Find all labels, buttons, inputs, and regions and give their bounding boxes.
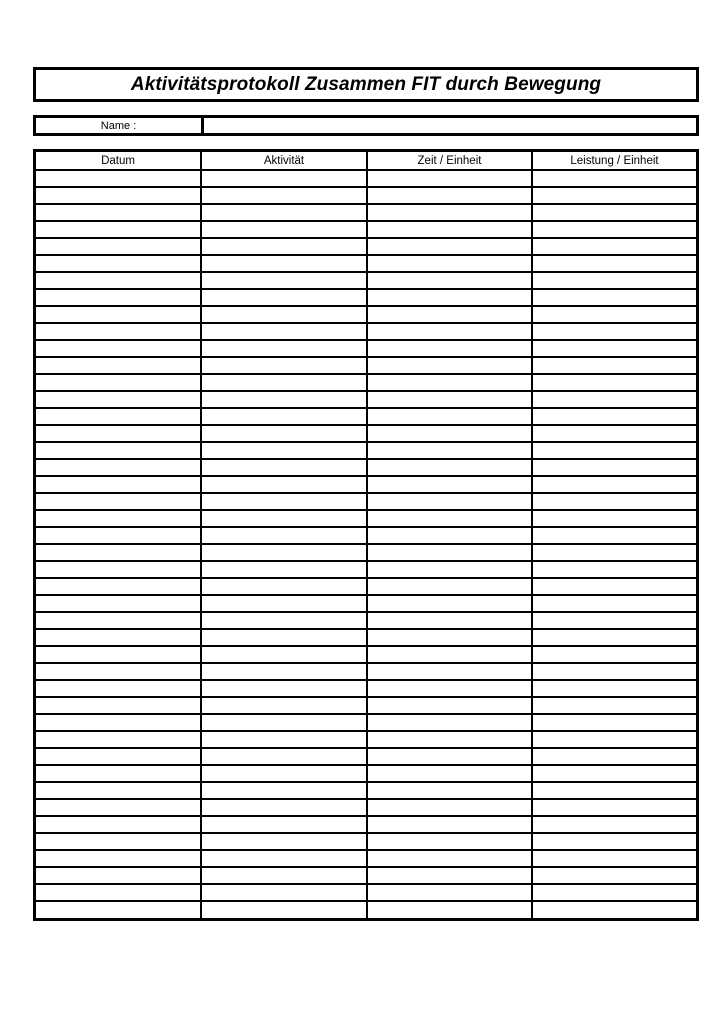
datum-cell[interactable] — [36, 663, 201, 680]
table-row — [36, 374, 696, 391]
zeit-cell[interactable] — [367, 527, 532, 544]
leistung-cell[interactable] — [532, 765, 696, 782]
table-row — [36, 731, 696, 748]
aktivitaet-cell[interactable] — [201, 578, 367, 595]
zeit-cell[interactable] — [367, 272, 532, 289]
datum-cell[interactable] — [36, 340, 201, 357]
datum-cell[interactable] — [36, 221, 201, 238]
table-row — [36, 527, 696, 544]
aktivitaet-cell[interactable] — [201, 425, 367, 442]
table-row — [36, 238, 696, 255]
aktivitaet-cell[interactable] — [201, 221, 367, 238]
datum-cell[interactable] — [36, 782, 201, 799]
zeit-cell[interactable] — [367, 187, 532, 204]
table-row — [36, 170, 696, 187]
datum-cell[interactable] — [36, 510, 201, 527]
datum-cell[interactable] — [36, 901, 201, 918]
leistung-cell[interactable] — [532, 578, 696, 595]
table-row — [36, 459, 696, 476]
leistung-cell[interactable] — [532, 255, 696, 272]
zeit-cell[interactable] — [367, 340, 532, 357]
leistung-cell[interactable] — [532, 204, 696, 221]
leistung-cell[interactable] — [532, 187, 696, 204]
datum-cell[interactable] — [36, 697, 201, 714]
leistung-cell[interactable] — [532, 867, 696, 884]
leistung-cell[interactable] — [532, 476, 696, 493]
aktivitaet-cell[interactable] — [201, 527, 367, 544]
table-row — [36, 850, 696, 867]
zeit-cell[interactable] — [367, 561, 532, 578]
datum-cell[interactable] — [36, 884, 201, 901]
leistung-cell[interactable] — [532, 714, 696, 731]
aktivitaet-cell[interactable] — [201, 782, 367, 799]
aktivitaet-cell[interactable] — [201, 901, 367, 918]
leistung-cell[interactable] — [532, 646, 696, 663]
aktivitaet-cell[interactable] — [201, 476, 367, 493]
datum-cell[interactable] — [36, 357, 201, 374]
datum-cell[interactable] — [36, 578, 201, 595]
aktivitaet-cell[interactable] — [201, 357, 367, 374]
zeit-cell[interactable] — [367, 238, 532, 255]
table-row — [36, 646, 696, 663]
datum-cell[interactable] — [36, 646, 201, 663]
aktivitaet-cell[interactable] — [201, 714, 367, 731]
zeit-cell[interactable] — [367, 867, 532, 884]
aktivitaet-cell[interactable] — [201, 595, 367, 612]
datum-cell[interactable] — [36, 204, 201, 221]
datum-cell[interactable] — [36, 391, 201, 408]
datum-cell[interactable] — [36, 476, 201, 493]
table-row — [36, 578, 696, 595]
zeit-cell[interactable] — [367, 833, 532, 850]
activity-log-table — [36, 152, 696, 918]
document-title: Aktivitätsprotokoll Zusammen FIT durch Bewegung — [130, 73, 602, 95]
leistung-cell[interactable] — [532, 544, 696, 561]
table-row — [36, 255, 696, 272]
zeit-cell[interactable] — [367, 391, 532, 408]
zeit-cell[interactable] — [367, 816, 532, 833]
zeit-cell[interactable] — [367, 510, 532, 527]
aktivitaet-cell[interactable] — [201, 187, 367, 204]
column-header-zeit: Zeit / Einheit — [367, 152, 532, 170]
aktivitaet-cell[interactable] — [201, 459, 367, 476]
zeit-cell[interactable] — [367, 884, 532, 901]
zeit-cell[interactable] — [367, 646, 532, 663]
table-row — [36, 561, 696, 578]
column-header-leistung: Leistung / Einheit — [532, 152, 696, 170]
zeit-cell[interactable] — [367, 612, 532, 629]
datum-cell[interactable] — [36, 748, 201, 765]
aktivitaet-cell[interactable] — [201, 697, 367, 714]
aktivitaet-cell[interactable] — [201, 612, 367, 629]
zeit-cell[interactable] — [367, 578, 532, 595]
aktivitaet-cell[interactable] — [201, 731, 367, 748]
datum-cell[interactable] — [36, 833, 201, 850]
table-row — [36, 187, 696, 204]
zeit-cell[interactable] — [367, 170, 532, 187]
zeit-cell[interactable] — [367, 799, 532, 816]
datum-cell[interactable] — [36, 374, 201, 391]
datum-cell[interactable] — [36, 731, 201, 748]
activity-log-table-box — [33, 149, 699, 921]
zeit-cell[interactable] — [367, 765, 532, 782]
datum-cell[interactable] — [36, 561, 201, 578]
table-row — [36, 833, 696, 850]
aktivitaet-cell[interactable] — [201, 799, 367, 816]
aktivitaet-cell[interactable] — [201, 323, 367, 340]
aktivitaet-cell[interactable] — [201, 867, 367, 884]
leistung-cell[interactable] — [532, 238, 696, 255]
zeit-cell[interactable] — [367, 901, 532, 918]
table-row — [36, 204, 696, 221]
table-row — [36, 782, 696, 799]
datum-cell[interactable] — [36, 289, 201, 306]
datum-cell[interactable] — [36, 425, 201, 442]
zeit-cell[interactable] — [367, 204, 532, 221]
leistung-cell[interactable] — [532, 510, 696, 527]
table-row — [36, 442, 696, 459]
zeit-cell[interactable] — [367, 748, 532, 765]
aktivitaet-cell[interactable] — [201, 170, 367, 187]
table-row — [36, 680, 696, 697]
datum-cell[interactable] — [36, 187, 201, 204]
aktivitaet-cell[interactable] — [201, 289, 367, 306]
aktivitaet-cell[interactable] — [201, 204, 367, 221]
aktivitaet-cell[interactable] — [201, 816, 367, 833]
aktivitaet-cell[interactable] — [201, 748, 367, 765]
leistung-cell[interactable] — [532, 782, 696, 799]
datum-cell[interactable] — [36, 323, 201, 340]
datum-cell[interactable] — [36, 272, 201, 289]
leistung-cell[interactable] — [532, 408, 696, 425]
datum-cell[interactable] — [36, 595, 201, 612]
datum-cell[interactable] — [36, 170, 201, 187]
aktivitaet-cell[interactable] — [201, 255, 367, 272]
table-row — [36, 510, 696, 527]
table-row — [36, 867, 696, 884]
zeit-cell[interactable] — [367, 289, 532, 306]
leistung-cell[interactable] — [532, 680, 696, 697]
leistung-cell[interactable] — [532, 493, 696, 510]
leistung-cell[interactable] — [532, 272, 696, 289]
leistung-cell[interactable] — [532, 425, 696, 442]
zeit-cell[interactable] — [367, 493, 532, 510]
zeit-cell[interactable] — [367, 731, 532, 748]
leistung-cell[interactable] — [532, 663, 696, 680]
leistung-cell[interactable] — [532, 561, 696, 578]
zeit-cell[interactable] — [367, 221, 532, 238]
leistung-cell[interactable] — [532, 748, 696, 765]
leistung-cell[interactable] — [532, 306, 696, 323]
datum-cell[interactable] — [36, 612, 201, 629]
aktivitaet-cell[interactable] — [201, 765, 367, 782]
aktivitaet-cell[interactable] — [201, 544, 367, 561]
zeit-cell[interactable] — [367, 714, 532, 731]
zeit-cell[interactable] — [367, 357, 532, 374]
table-row — [36, 765, 696, 782]
aktivitaet-cell[interactable] — [201, 238, 367, 255]
aktivitaet-cell[interactable] — [201, 374, 367, 391]
zeit-cell[interactable] — [367, 442, 532, 459]
table-row — [36, 748, 696, 765]
datum-cell[interactable] — [36, 255, 201, 272]
table-row — [36, 289, 696, 306]
leistung-cell[interactable] — [532, 629, 696, 646]
zeit-cell[interactable] — [367, 544, 532, 561]
leistung-cell[interactable] — [532, 850, 696, 867]
datum-cell[interactable] — [36, 867, 201, 884]
aktivitaet-cell[interactable] — [201, 340, 367, 357]
aktivitaet-cell[interactable] — [201, 561, 367, 578]
leistung-cell[interactable] — [532, 901, 696, 918]
table-row — [36, 663, 696, 680]
table-row — [36, 425, 696, 442]
aktivitaet-cell[interactable] — [201, 884, 367, 901]
aktivitaet-cell[interactable] — [201, 272, 367, 289]
table-row — [36, 901, 696, 918]
datum-cell[interactable] — [36, 816, 201, 833]
datum-cell[interactable] — [36, 629, 201, 646]
datum-cell[interactable] — [36, 714, 201, 731]
table-row — [36, 612, 696, 629]
table-header-row — [36, 152, 696, 170]
leistung-cell[interactable] — [532, 816, 696, 833]
leistung-cell[interactable] — [532, 799, 696, 816]
zeit-cell[interactable] — [367, 850, 532, 867]
aktivitaet-cell[interactable] — [201, 680, 367, 697]
aktivitaet-cell[interactable] — [201, 850, 367, 867]
name-row — [33, 115, 699, 136]
leistung-cell[interactable] — [532, 221, 696, 238]
zeit-cell[interactable] — [367, 425, 532, 442]
datum-cell[interactable] — [36, 544, 201, 561]
aktivitaet-cell[interactable] — [201, 629, 367, 646]
zeit-cell[interactable] — [367, 323, 532, 340]
datum-cell[interactable] — [36, 527, 201, 544]
leistung-cell[interactable] — [532, 527, 696, 544]
table-row — [36, 306, 696, 323]
table-row — [36, 816, 696, 833]
table-row — [36, 221, 696, 238]
zeit-cell[interactable] — [367, 306, 532, 323]
datum-cell[interactable] — [36, 238, 201, 255]
leistung-cell[interactable] — [532, 357, 696, 374]
aktivitaet-cell[interactable] — [201, 306, 367, 323]
table-row — [36, 272, 696, 289]
name-label: Name : — [36, 118, 204, 133]
column-header-aktivitaet: Aktivität — [201, 152, 367, 170]
aktivitaet-cell[interactable] — [201, 646, 367, 663]
leistung-cell[interactable] — [532, 374, 696, 391]
table-row — [36, 629, 696, 646]
leistung-cell[interactable] — [532, 697, 696, 714]
table-row — [36, 544, 696, 561]
zeit-cell[interactable] — [367, 680, 532, 697]
datum-cell[interactable] — [36, 493, 201, 510]
leistung-cell[interactable] — [532, 884, 696, 901]
leistung-cell[interactable] — [532, 170, 696, 187]
zeit-cell[interactable] — [367, 595, 532, 612]
zeit-cell[interactable] — [367, 663, 532, 680]
zeit-cell[interactable] — [367, 476, 532, 493]
aktivitaet-cell[interactable] — [201, 442, 367, 459]
aktivitaet-cell[interactable] — [201, 833, 367, 850]
datum-cell[interactable] — [36, 799, 201, 816]
datum-cell[interactable] — [36, 459, 201, 476]
table-row — [36, 714, 696, 731]
datum-cell[interactable] — [36, 306, 201, 323]
zeit-cell[interactable] — [367, 629, 532, 646]
leistung-cell[interactable] — [532, 833, 696, 850]
zeit-cell[interactable] — [367, 255, 532, 272]
zeit-cell[interactable] — [367, 374, 532, 391]
leistung-cell[interactable] — [532, 442, 696, 459]
datum-cell[interactable] — [36, 680, 201, 697]
leistung-cell[interactable] — [532, 340, 696, 357]
document-title-box — [33, 67, 699, 102]
leistung-cell[interactable] — [532, 612, 696, 629]
table-row — [36, 408, 696, 425]
table-row — [36, 357, 696, 374]
leistung-cell[interactable] — [532, 459, 696, 476]
table-row — [36, 476, 696, 493]
table-row — [36, 697, 696, 714]
zeit-cell[interactable] — [367, 408, 532, 425]
aktivitaet-cell[interactable] — [201, 493, 367, 510]
leistung-cell[interactable] — [532, 323, 696, 340]
leistung-cell[interactable] — [532, 391, 696, 408]
name-field[interactable] — [204, 118, 696, 133]
aktivitaet-cell[interactable] — [201, 663, 367, 680]
table-row — [36, 799, 696, 816]
table-row — [36, 884, 696, 901]
datum-cell[interactable] — [36, 850, 201, 867]
leistung-cell[interactable] — [532, 595, 696, 612]
table-body — [36, 170, 696, 918]
aktivitaet-cell[interactable] — [201, 408, 367, 425]
zeit-cell[interactable] — [367, 697, 532, 714]
datum-cell[interactable] — [36, 442, 201, 459]
zeit-cell[interactable] — [367, 782, 532, 799]
leistung-cell[interactable] — [532, 731, 696, 748]
aktivitaet-cell[interactable] — [201, 391, 367, 408]
table-row — [36, 323, 696, 340]
datum-cell[interactable] — [36, 408, 201, 425]
aktivitaet-cell[interactable] — [201, 510, 367, 527]
table-row — [36, 391, 696, 408]
zeit-cell[interactable] — [367, 459, 532, 476]
column-header-datum: Datum — [36, 152, 201, 170]
table-row — [36, 340, 696, 357]
table-row — [36, 493, 696, 510]
leistung-cell[interactable] — [532, 289, 696, 306]
table-row — [36, 595, 696, 612]
datum-cell[interactable] — [36, 765, 201, 782]
